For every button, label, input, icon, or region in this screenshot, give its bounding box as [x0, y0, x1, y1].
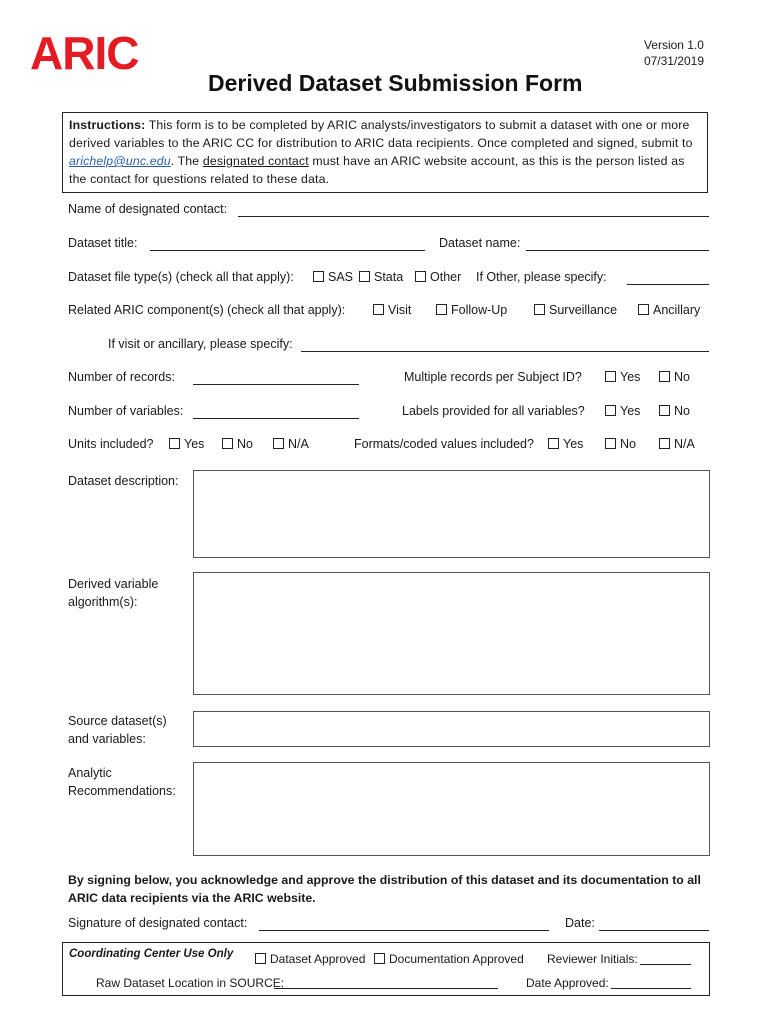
num-variables-field[interactable] [193, 418, 359, 419]
version-label: Version 1.0 [643, 38, 704, 52]
no-label: No [237, 437, 253, 451]
reviewer-initials-field[interactable] [640, 964, 691, 965]
num-records-field[interactable] [193, 384, 359, 385]
no-label: No [674, 370, 690, 384]
date-field[interactable] [599, 930, 709, 931]
instructions-box [62, 112, 708, 193]
checkbox-icon[interactable] [659, 438, 670, 449]
formats-na[interactable] [659, 437, 695, 451]
algorithm-label: Derived variable algorithm(s): [68, 577, 159, 609]
comp-surveillance-option[interactable] [534, 303, 617, 317]
labels-provided-yes[interactable] [605, 404, 640, 418]
checkbox-icon[interactable] [659, 371, 670, 382]
raw-location-field[interactable] [274, 988, 498, 989]
formats-no[interactable] [605, 437, 636, 451]
form-title: Derived Dataset Submission Form [208, 70, 583, 96]
algorithm-textarea[interactable] [193, 572, 710, 695]
units-included-label: Units included? [68, 437, 154, 451]
file-sas-label: SAS [328, 270, 354, 284]
checkbox-icon[interactable] [222, 438, 233, 449]
file-stata-label: Stata [374, 270, 404, 284]
components-label: Related ARIC component(s) (check all that apply): [68, 303, 346, 317]
analytic-textarea[interactable] [193, 762, 710, 856]
units-no[interactable] [222, 437, 253, 451]
analytic-label: Analytic Recommendations: [68, 766, 176, 798]
if-other-label: If Other, please specify: [476, 270, 607, 284]
formats-included-label: Formats/coded values included? [354, 437, 534, 451]
formats-yes[interactable] [548, 437, 583, 451]
instructions-text-1: This form is to be completed by ARIC analysts/investigators to submit a dataset with one or more derived variables to the ARIC CC for distribution to ARIC data recipients. Once completed and signed, submit to [69, 118, 693, 150]
num-records-label: Number of records: [68, 370, 175, 384]
description-label: Dataset description: [68, 474, 179, 488]
comp-visit-option[interactable] [373, 303, 411, 317]
date-label: Date: [565, 916, 595, 930]
na-label: N/A [674, 437, 695, 451]
version-block [644, 37, 704, 69]
reviewer-initials-label: Reviewer Initials: [547, 952, 638, 966]
if-other-field[interactable] [627, 284, 709, 285]
version-date: 07/31/2019 [643, 54, 704, 68]
comp-ancillary-label: Ancillary [653, 303, 701, 317]
date-approved-label: Date Approved: [526, 976, 609, 990]
signature-field[interactable] [259, 930, 549, 931]
checkbox-icon[interactable] [415, 271, 426, 282]
checkbox-icon[interactable] [255, 953, 266, 964]
no-label: No [620, 437, 636, 451]
dataset-title-field[interactable] [150, 250, 425, 251]
dataset-approved-option[interactable] [255, 952, 365, 966]
comp-followup-option[interactable] [436, 303, 507, 317]
designated-contact-term: designated contact [202, 154, 309, 168]
file-types-label: Dataset file type(s) (check all that apply): [68, 270, 294, 284]
multi-records-yes[interactable] [605, 370, 640, 384]
checkbox-icon[interactable] [534, 304, 545, 315]
checkbox-icon[interactable] [313, 271, 324, 282]
checkbox-icon[interactable] [359, 271, 370, 282]
checkbox-icon[interactable] [605, 371, 616, 382]
checkbox-icon[interactable] [548, 438, 559, 449]
checkbox-icon[interactable] [169, 438, 180, 449]
designated-contact-field[interactable] [238, 216, 709, 217]
checkbox-icon[interactable] [374, 953, 385, 964]
instructions-text-2: . The [170, 154, 203, 168]
acknowledgement-text: By signing below, you acknowledge and approve the distribution of this dataset and its documentation to all ARIC data recipients via the ARIC website. [68, 873, 701, 905]
instructions-lead: Instructions: [69, 118, 146, 132]
comp-ancillary-option[interactable] [638, 303, 700, 317]
units-yes[interactable] [169, 437, 204, 451]
source-label: Source dataset(s) and variables: [68, 714, 167, 746]
comp-visit-label: Visit [388, 303, 412, 317]
dataset-title-label: Dataset title: [68, 236, 138, 250]
no-label: No [674, 404, 690, 418]
visit-specify-label: If visit or ancillary, please specify: [108, 337, 293, 351]
designated-contact-label: Name of designated contact: [68, 202, 228, 216]
source-textarea[interactable] [193, 711, 710, 747]
cc-use-title: Coordinating Center Use Only [69, 948, 234, 960]
doc-approved-label: Documentation Approved [389, 952, 524, 966]
multi-records-label: Multiple records per Subject ID? [404, 370, 582, 384]
file-other-option[interactable] [415, 270, 461, 284]
file-other-label: Other [430, 270, 462, 284]
doc-approved-option[interactable] [374, 952, 524, 966]
units-na[interactable] [273, 437, 309, 451]
comp-surveillance-label: Surveillance [549, 303, 618, 317]
multi-records-no[interactable] [659, 370, 690, 384]
instructions-text-3: must have an ARIC website account, as this is the person listed as the contact for questions related to these data. [69, 154, 685, 186]
signature-label: Signature of designated contact: [68, 916, 248, 930]
checkbox-icon[interactable] [436, 304, 447, 315]
checkbox-icon[interactable] [638, 304, 649, 315]
visit-specify-field[interactable] [301, 351, 709, 352]
dataset-name-label: Dataset name: [439, 236, 521, 250]
num-variables-label: Number of variables: [68, 404, 184, 418]
checkbox-icon[interactable] [273, 438, 284, 449]
checkbox-icon[interactable] [659, 405, 670, 416]
aric-logo: ARIC [30, 27, 139, 79]
checkbox-icon[interactable] [605, 405, 616, 416]
date-approved-field[interactable] [611, 988, 691, 989]
yes-label: Yes [620, 370, 641, 384]
labels-provided-no[interactable] [659, 404, 690, 418]
checkbox-icon[interactable] [373, 304, 384, 315]
labels-provided-label: Labels provided for all variables? [402, 404, 585, 418]
dataset-name-field[interactable] [526, 250, 709, 251]
email-link[interactable]: arichelp@unc.edu [69, 154, 171, 168]
dataset-approved-label: Dataset Approved [270, 952, 366, 966]
na-label: N/A [288, 437, 309, 451]
comp-followup-label: Follow-Up [451, 303, 508, 317]
raw-location-label: Raw Dataset Location in SOURCE: [96, 976, 285, 990]
checkbox-icon[interactable] [605, 438, 616, 449]
description-textarea[interactable] [193, 470, 710, 558]
yes-label: Yes [184, 437, 205, 451]
file-sas-option[interactable] [313, 270, 353, 284]
yes-label: Yes [620, 404, 641, 418]
file-stata-option[interactable] [359, 270, 403, 284]
yes-label: Yes [563, 437, 584, 451]
